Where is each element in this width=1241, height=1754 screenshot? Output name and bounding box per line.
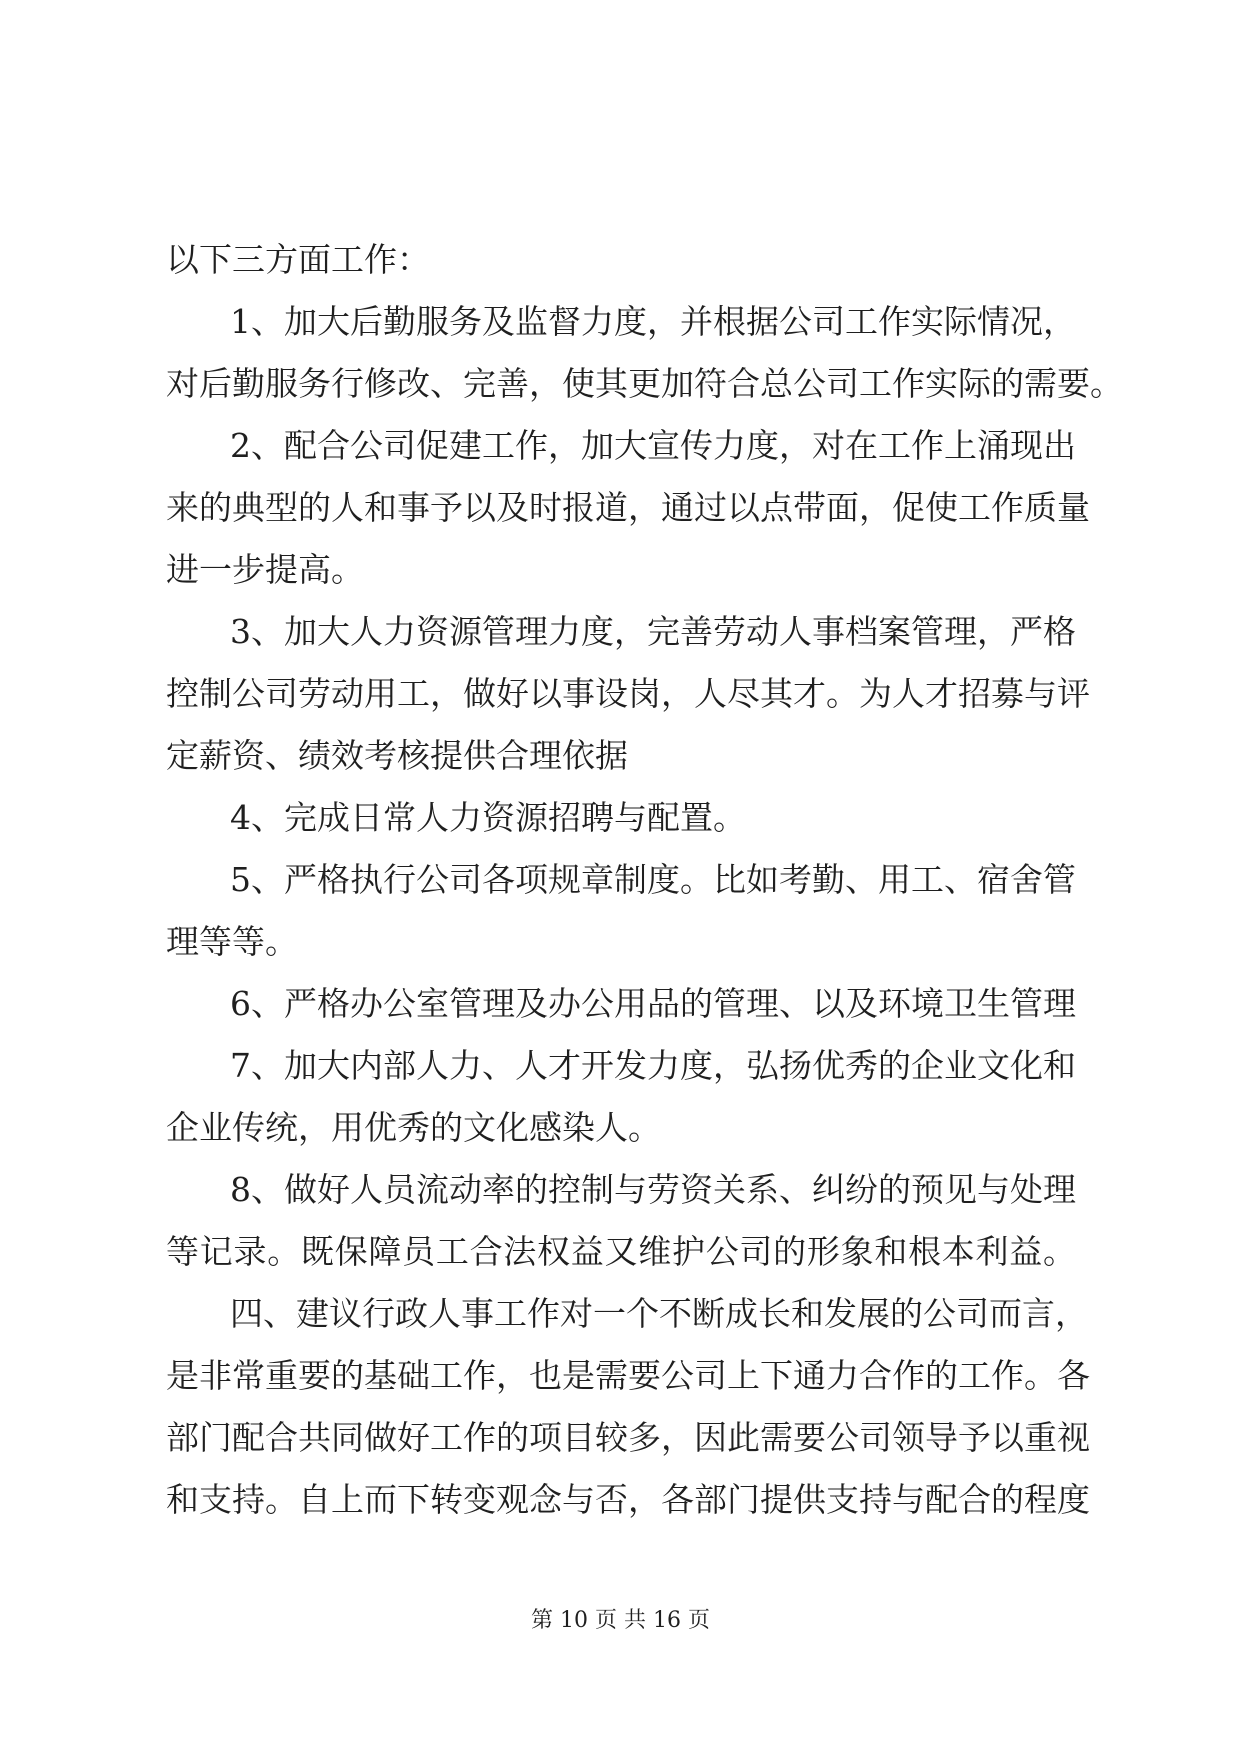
text-line: 进一步提高。 xyxy=(166,550,364,589)
text-line: 部门配合共同做好工作的项目较多，因此需要公司领导予以重视 xyxy=(166,1418,1090,1457)
text-line: 2、配合公司促建工作，加大宣传力度，对在工作上涌现出 xyxy=(230,426,1076,465)
text-line: 企业传统，用优秀的文化感染人。 xyxy=(166,1108,661,1147)
text-line: 是非常重要的基础工作，也是需要公司上下通力合作的工作。各 xyxy=(166,1356,1090,1395)
text-line: 来的典型的人和事予以及时报道，通过以点带面，促使工作质量 xyxy=(166,488,1090,527)
text-line: 定薪资、绩效考核提供合理依据 xyxy=(166,736,628,775)
document-body xyxy=(166,229,1123,1531)
text-line: 3、加大人力资源管理力度，完善劳动人事档案管理，严格 xyxy=(230,612,1076,651)
text-line: 8、做好人员流动率的控制与劳资关系、纠纷的预见与处理 xyxy=(230,1170,1076,1209)
text-line: 和支持。自上而下转变观念与否，各部门提供支持与配合的程度 xyxy=(166,1480,1090,1519)
page-number-footer: 第 10 页 共 16 页 xyxy=(531,1608,710,1633)
text-line: 控制公司劳动用工，做好以事设岗，人尽其才。为人才招募与评 xyxy=(166,674,1090,713)
text-line: 理等等。 xyxy=(166,922,298,961)
text-line: 7、加大内部人力、人才开发力度，弘扬优秀的企业文化和 xyxy=(230,1046,1076,1085)
text-line: 1、加大后勤服务及监督力度，并根据公司工作实际情况， xyxy=(230,302,1076,341)
text-line: 等记录。既保障员工合法权益又维护公司的形象和根本利益。 xyxy=(166,1232,1076,1271)
text-line: 四、建议行政人事工作对一个不断成长和发展的公司而言， xyxy=(230,1294,1088,1333)
text-line: 4、完成日常人力资源招聘与配置。 xyxy=(230,798,746,837)
text-line: 对后勤服务行修改、完善，使其更加符合总公司工作实际的需要。 xyxy=(166,364,1123,403)
text-line: 6、严格办公室管理及办公用品的管理、以及环境卫生管理 xyxy=(230,984,1076,1023)
text-line: 以下三方面工作： xyxy=(166,240,430,279)
text-line: 5、严格执行公司各项规章制度。比如考勤、用工、宿舍管 xyxy=(230,860,1076,899)
